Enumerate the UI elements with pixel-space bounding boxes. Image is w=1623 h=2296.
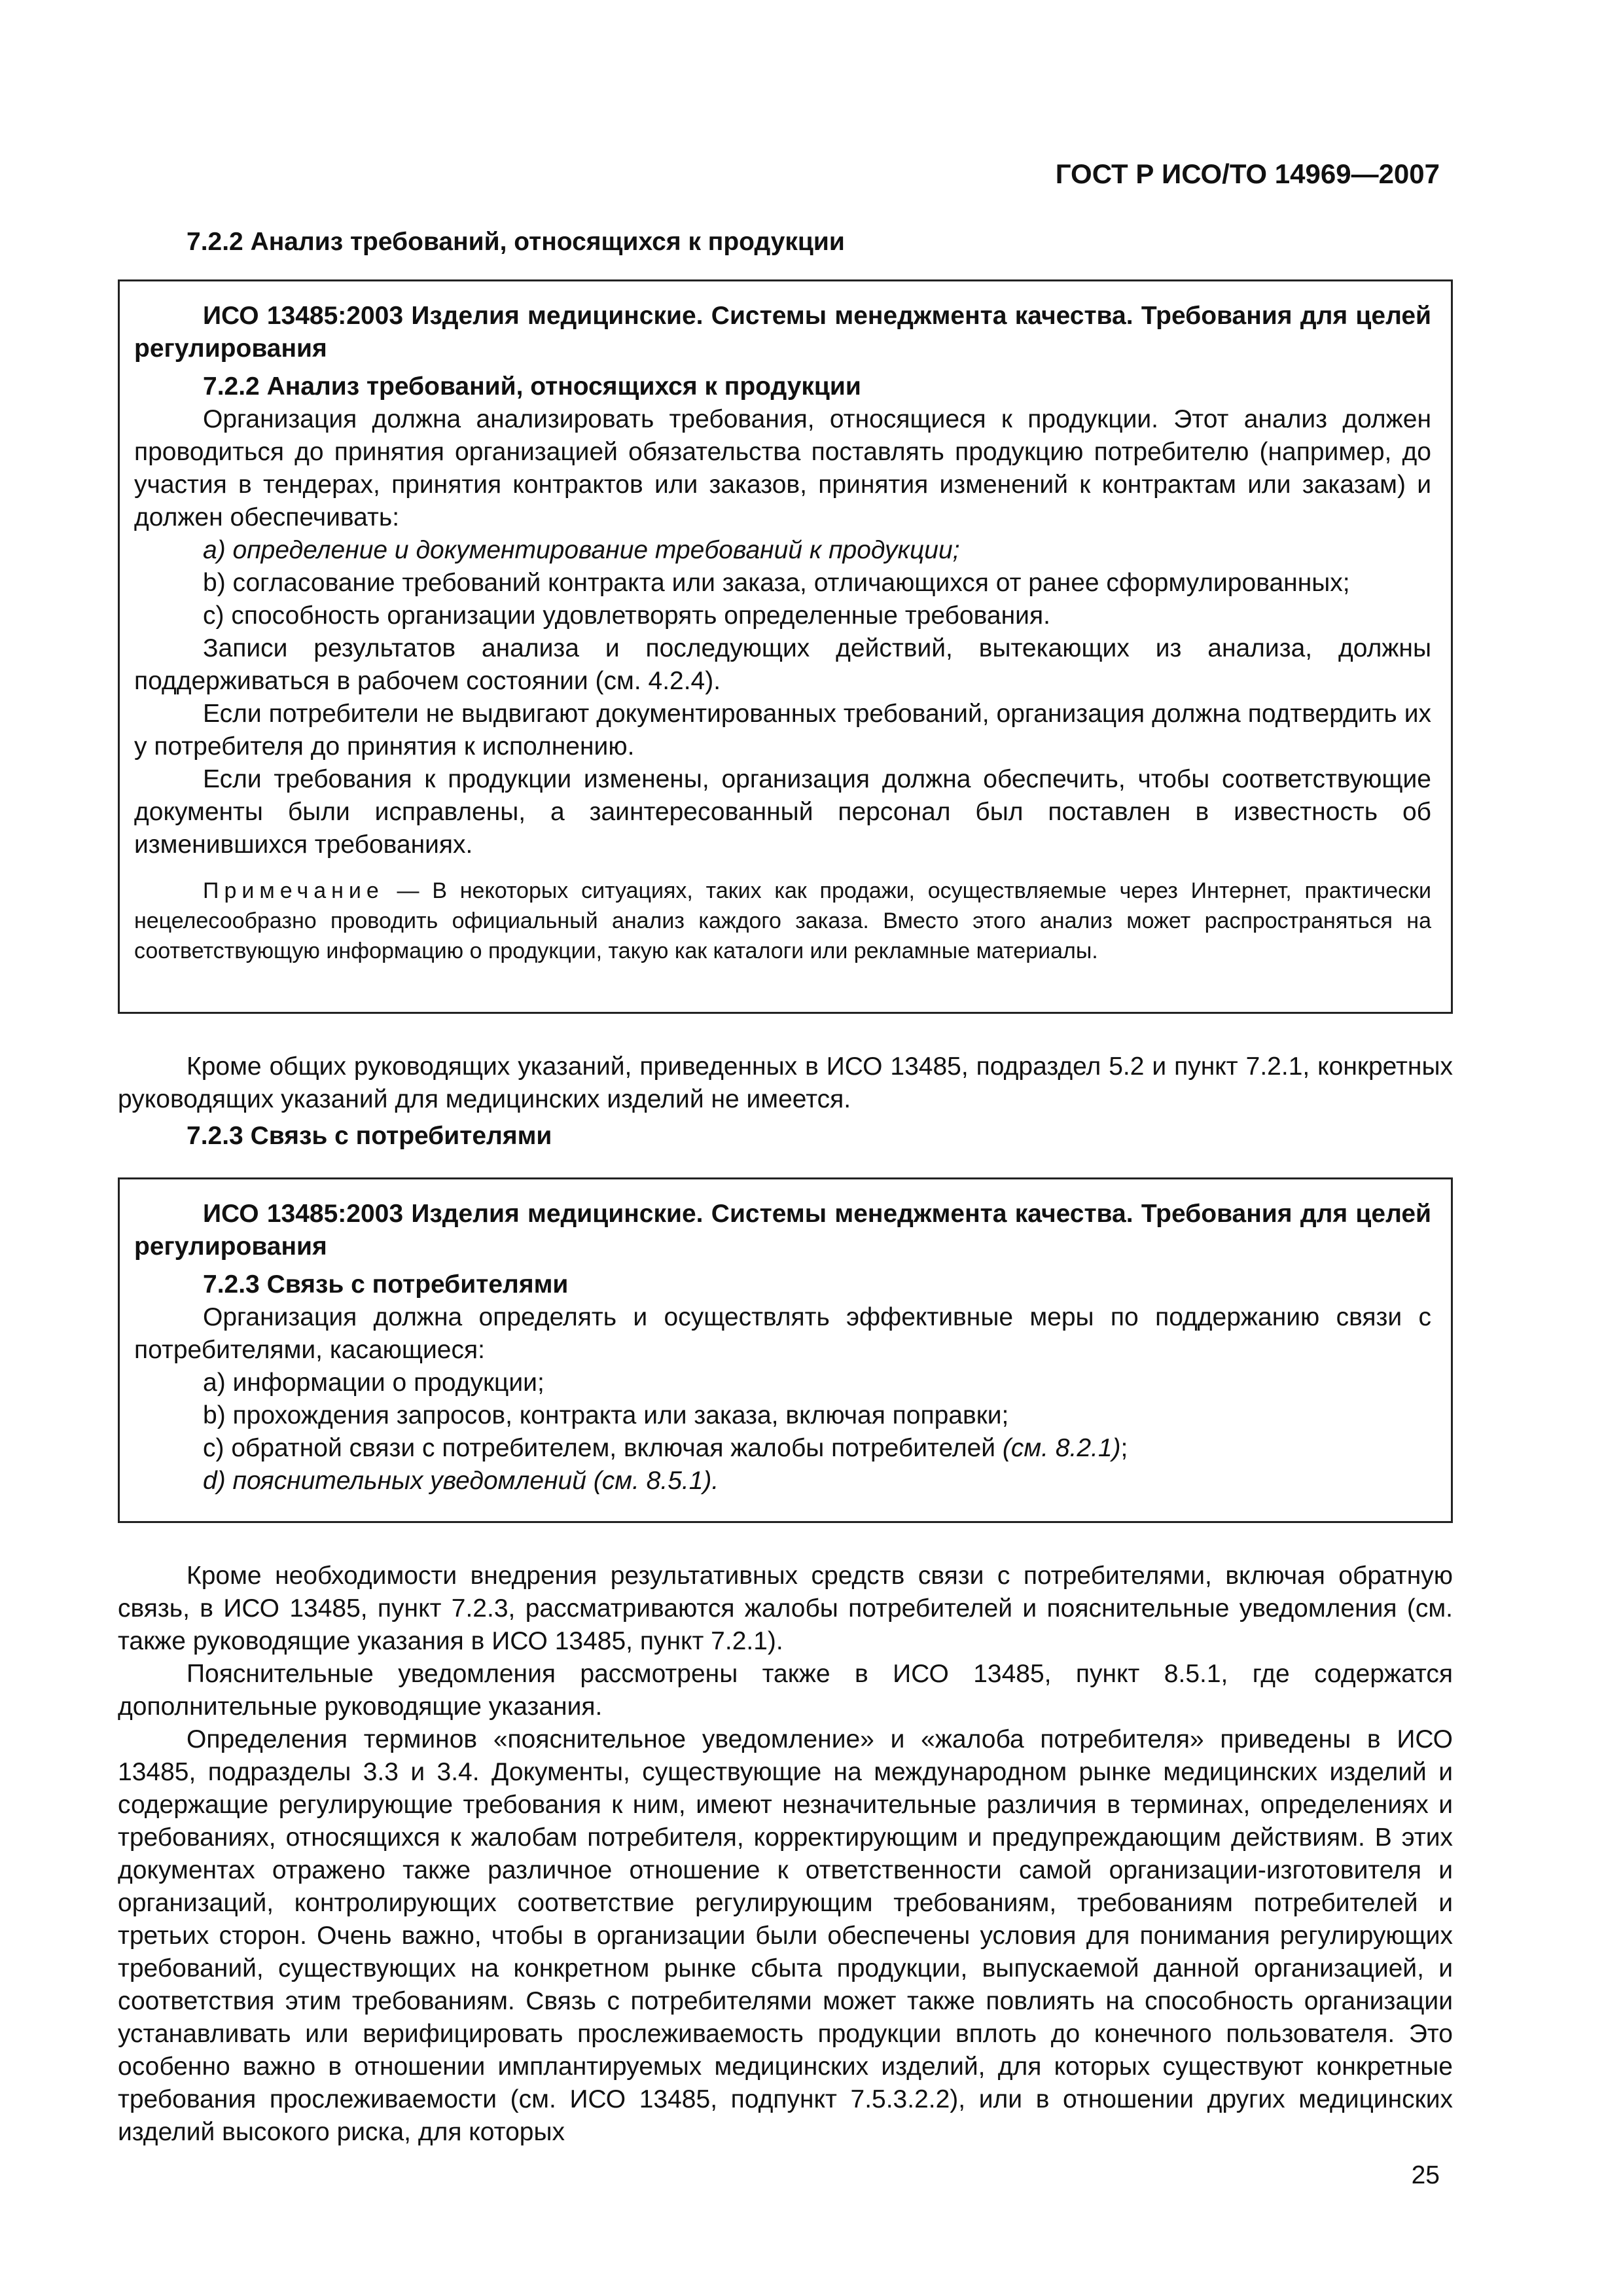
- list-item-c: [134, 1432, 1431, 1465]
- box-subheading: 7.2.2 Анализ требований, относящихся к продукции: [203, 372, 861, 401]
- spacer: [118, 1523, 1453, 1560]
- list-item-d: d) пояснительных уведомлений (см. 8.5.1).: [203, 1467, 719, 1495]
- box-title: ИСО 13485:2003 Изделия медицинские. Системы менеджмента качества. Требования для целей регулирования: [134, 302, 1431, 363]
- item-c-main: c) обратной связи с потребителем, включая жалобы потребителей: [203, 1434, 1003, 1462]
- box-subheading: 7.2.3 Связь с потребителями: [203, 1270, 569, 1299]
- section-heading-7-2-3: 7.2.3 Связь с потребителями: [187, 1122, 552, 1150]
- body-paragraph-3: Определения терминов «пояснительное уведомление» и «жалоба потребителя» приведены в ИСО 13485, подразделы 3.3 и 3.4. Документы, существующие на международном рынке медицинских изделий и содержащие регулирующие требования к ним, имеют незначительные различия в терминах, определениях и требованиях, относящихся к жалобам потребителя, корректирующим и предупреждающим действиям. В этих документах отражено также различное отношение к ответственности самой организации-изготовителя и организаций, контролирующих соответствие регулирующим требованиям, требованиям потребителей и третьих сторон. Очень важно, чтобы в организации были обеспечены условия для понимания регулирующих требований, существующих на конкретном рынке сбыта продукции, выпускаемой данной организацией, и соответствия этим требованиям. Связь с потребителями может также повлиять на способность организации устанавливать или верифицировать прослеживаемость продукции вплоть до конечного пользователя. Это особенно важно в отношении имплантируемых медицинских изделий, для которых существуют конкретные требования прослеживаемости (см. ИСО 13485, подпункт 7.5.3.2.2), или в отношении других медицинских изделий высокого риска, для которых: [118, 1725, 1453, 2146]
- box-title: ИСО 13485:2003 Изделия медицинские. Системы менеджмента качества. Требования для целей регулирования: [134, 1200, 1431, 1261]
- box-paragraph-2: Если потребители не выдвигают документированных требований, организация должна подтвердить их у потребителя до принятия к исполнению.: [134, 700, 1431, 761]
- item-c-ref: (см. 8.2.1): [1002, 1434, 1121, 1462]
- note-label: Примечание: [203, 878, 384, 903]
- standard-header: ГОСТ Р ИСО/ТО 14969—2007: [1055, 158, 1440, 189]
- box-intro: Организация должна анализировать требования, относящиеся к продукции. Этот анализ должен проводиться до принятия организацией обязательства поставлять продукцию потребителю (например, до участия в тендерах, принятия контрактов или заказов, принятия изменений к контрактам или заказам) и должен обеспечивать:: [134, 405, 1431, 531]
- note-text: — В некоторых ситуациях, таких как продажи, осуществляемые через Интернет, практически нецелесообразно проводить официальный анализ каждого заказа. Вместо этого анализ может распространяться на соответствующую информацию о продукции, такую как каталоги или рекламные материалы.: [134, 878, 1431, 963]
- box-paragraph-1: Записи результатов анализа и последующих действий, вытекающих из анализа, должны поддерживаться в рабочем состоянии (см. 4.2.4).: [134, 634, 1431, 695]
- list-item-a: а) информации о продукции;: [203, 1369, 544, 1397]
- section-heading-7-2-2: 7.2.2 Анализ требований, относящихся к продукции: [187, 228, 845, 256]
- box-intro: Организация должна определять и осуществлять эффективные меры по поддержанию связи с потребителями, касающиеся:: [134, 1303, 1431, 1364]
- box-paragraph-3: Если требования к продукции изменены, организация должна обеспечить, чтобы соответствующие документы были исправлены, а заинтересованный персонал был поставлен в известность об изменившихся требованиях.: [134, 765, 1431, 859]
- page-number: 25: [1411, 2161, 1440, 2189]
- list-item-c: c) способность организации удовлетворять определенные требования.: [203, 601, 1050, 630]
- item-c-end: ;: [1120, 1434, 1128, 1462]
- quote-box-7-2-2: [118, 279, 1453, 1014]
- list-item-a: а) определение и документирование требований к продукции;: [203, 536, 960, 564]
- box-note: [134, 876, 1431, 966]
- paragraph-after-box-1: Кроме общих руководящих указаний, приведенных в ИСО 13485, подраздел 5.2 и пункт 7.2.1, конкретных руководящих указаний для медицинских изделий не имеется.: [118, 1052, 1453, 1113]
- body-paragraph-2: Пояснительные уведомления рассмотрены также в ИСО 13485, пункт 8.5.1, где содержатся дополнительные руководящие указания.: [118, 1660, 1453, 1721]
- body-paragraph-1: Кроме необходимости внедрения результативных средств связи с потребителями, включая обратную связь, в ИСО 13485, пункт 7.2.3, рассматриваются жалобы потребителей и пояснительные уведомления (см. также руководящие указания в ИСО 13485, пункт 7.2.1).: [118, 1562, 1453, 1655]
- list-item-b: b) согласование требований контракта или заказа, отличающихся от ранее сформулированных;: [203, 569, 1350, 597]
- quote-box-7-2-3: [118, 1177, 1453, 1523]
- page-content: [118, 226, 1453, 2149]
- list-item-b: b) прохождения запросов, контракта или заказа, включая поправки;: [203, 1401, 1009, 1429]
